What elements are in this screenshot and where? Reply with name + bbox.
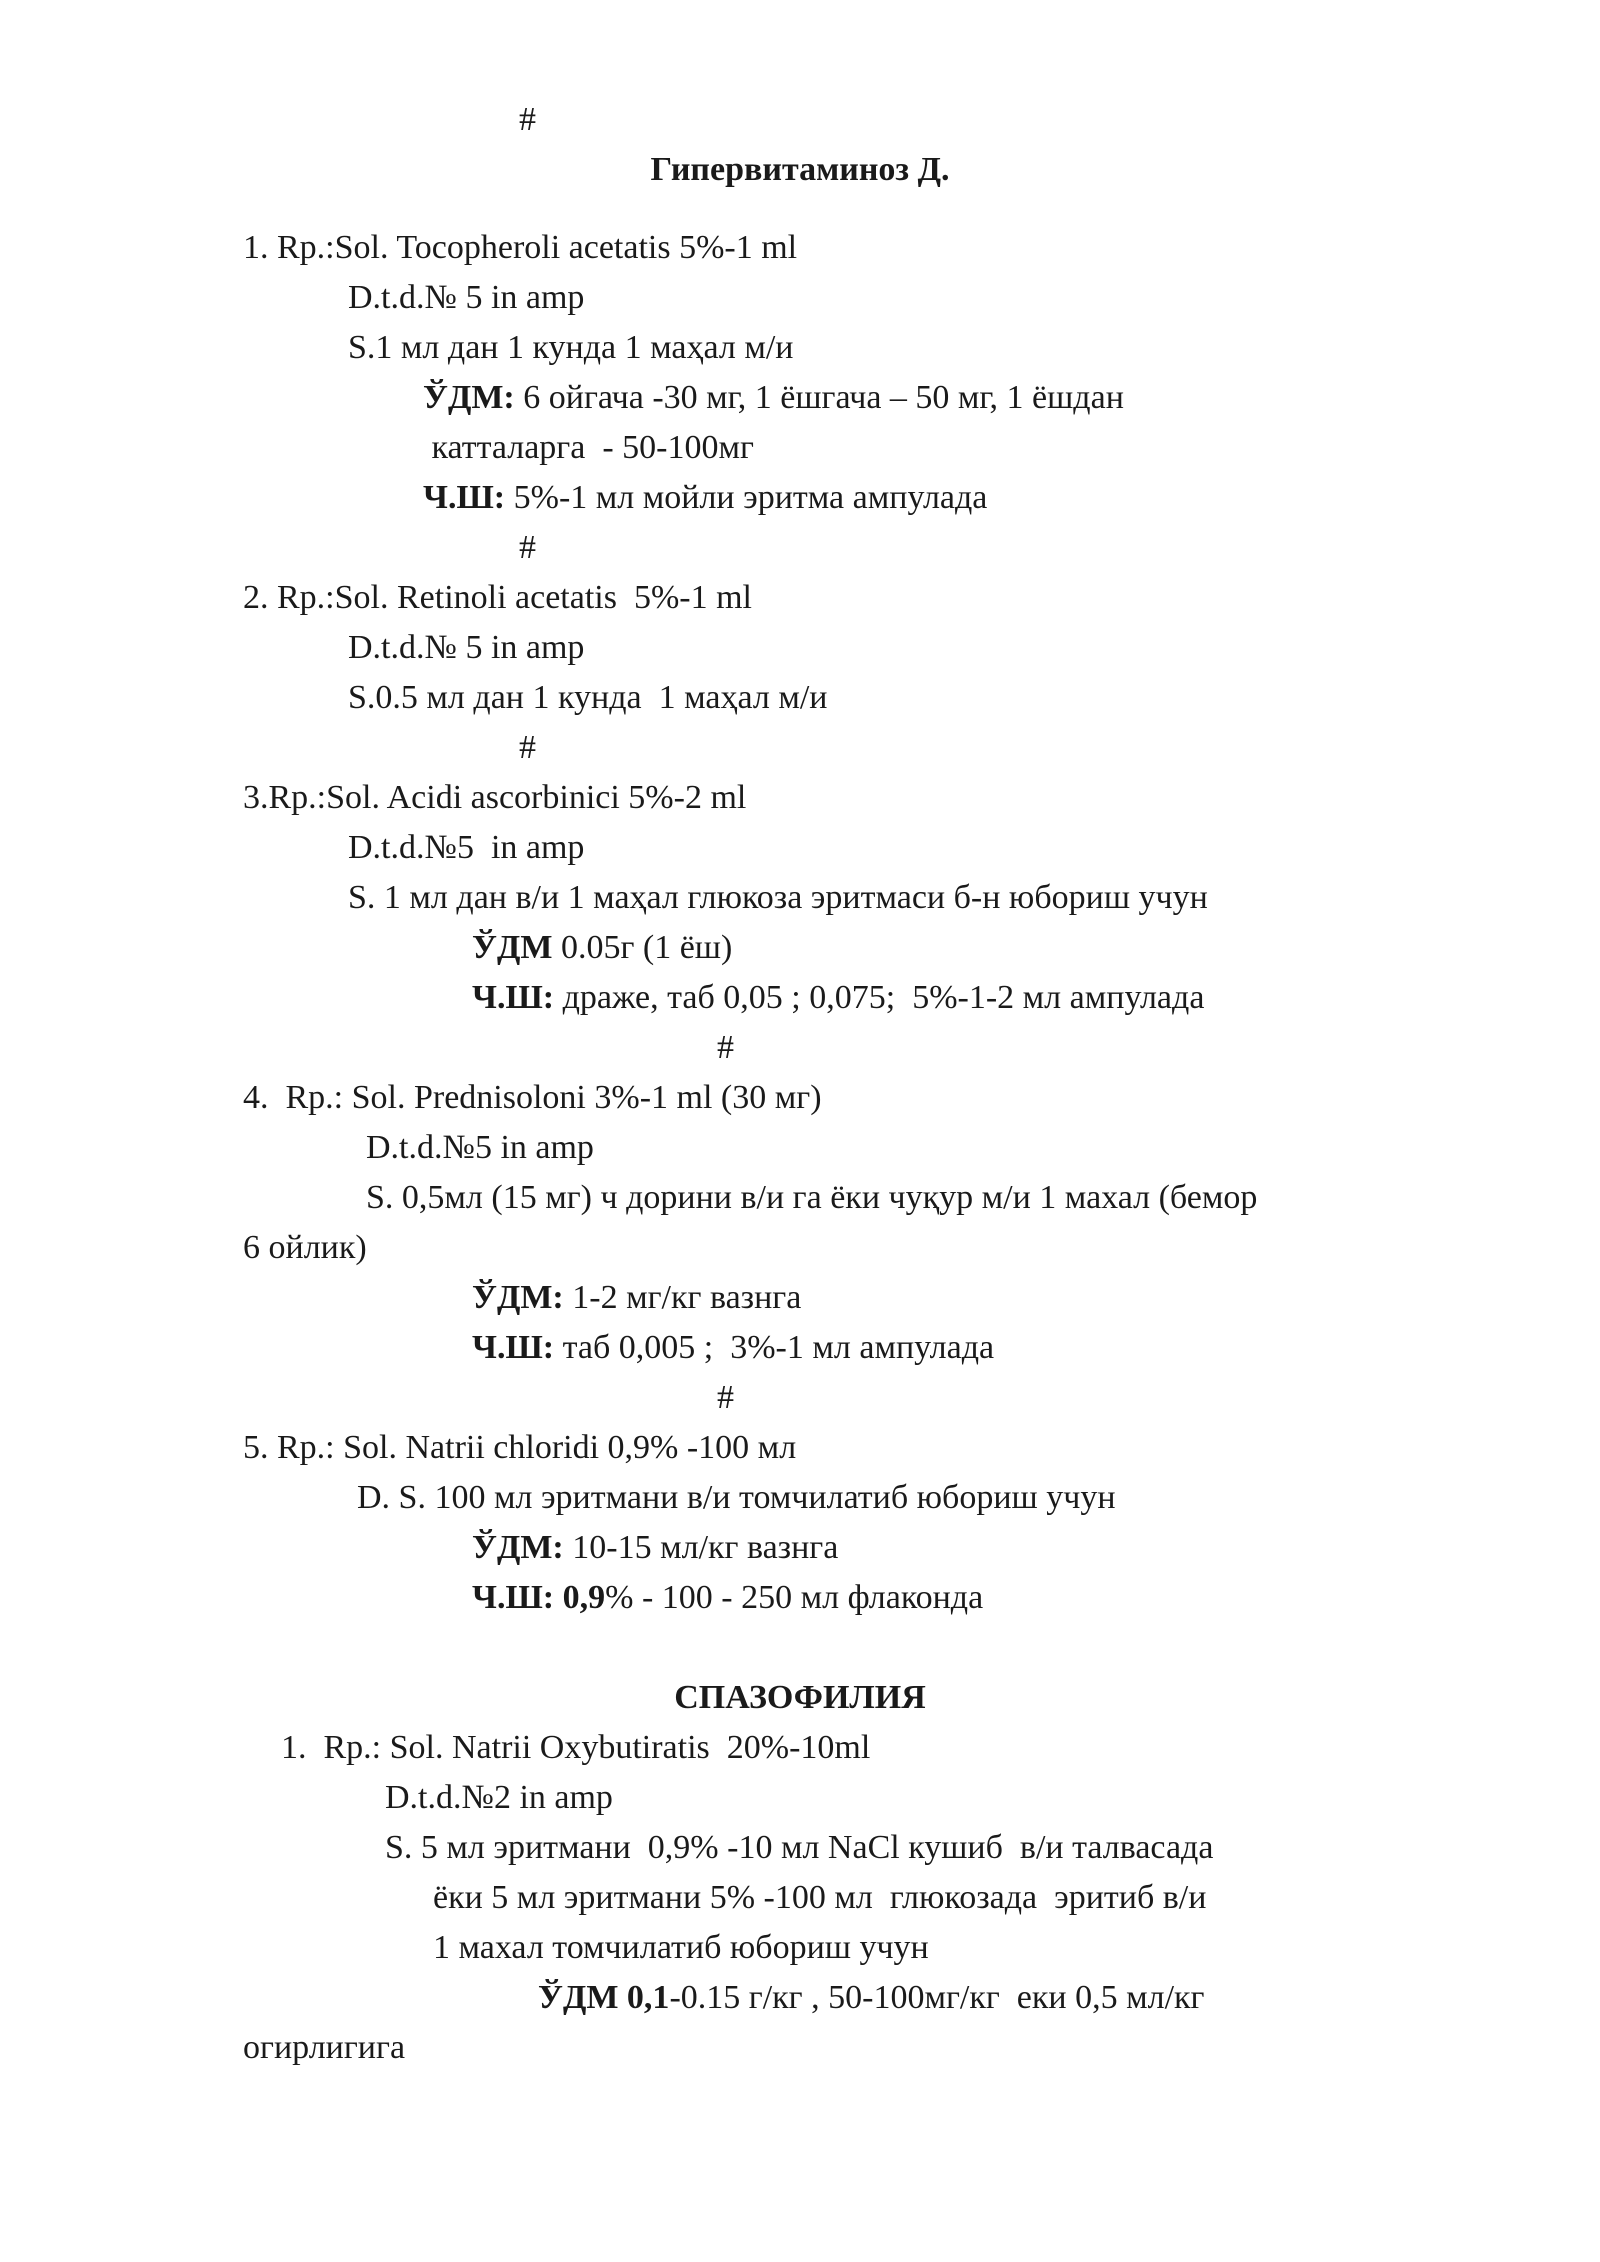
rx1-signature: S.1 мл дан 1 кунда 1 маҳал м/и xyxy=(348,329,794,366)
rx2-signature: S.0.5 мл дан 1 кунда 1 маҳал м/и xyxy=(348,679,828,716)
udm-label: ЎДМ: xyxy=(472,1279,564,1316)
s2-rx1-signature-line3: 1 махал томчилатиб юбориш учун xyxy=(433,1929,929,1966)
rx4-signature: S. 0,5мл (15 мг) ч дорини в/и га ёки чуқур м/и 1 махал (бемор xyxy=(366,1179,1258,1216)
udm-text: 10-15 мл/кг вазнга xyxy=(563,1529,839,1566)
rx4-signature-continuation: 6 ойлик) xyxy=(243,1229,367,1266)
rx2-dtd: D.t.d.№ 5 in amp xyxy=(348,629,585,666)
rx1-line: 1. Rp.:Sol. Tocopheroli acetatis 5%-1 ml xyxy=(243,229,798,266)
udm-label: ЎДМ: xyxy=(472,1529,564,1566)
separator-hash: # xyxy=(717,1379,734,1416)
rx3-dtd: D.t.d.№5 in amp xyxy=(348,829,585,866)
rx5-ds: D. S. 100 мл эритмани в/и томчилатиб юбориш учун xyxy=(357,1479,1116,1516)
chsh-text: драже, таб 0,05 ; 0,075; 5%-1-2 мл ампулада xyxy=(554,979,1205,1016)
rx5-udm-line xyxy=(472,1528,838,1568)
udm-label: ЎДМ: xyxy=(423,379,515,416)
rx3-chsh-line xyxy=(472,978,1204,1018)
chsh-text: 5%-1 мл мойли эритма ампулада xyxy=(505,479,988,516)
separator-hash: # xyxy=(519,529,536,566)
rx4-line: 4. Rp.: Sol. Prednisoloni 3%-1 ml (30 мг) xyxy=(243,1079,822,1116)
s2-rx1-udm-line xyxy=(538,1978,1205,2018)
rx1-udm-line xyxy=(423,378,1124,418)
chsh-label: Ч.Ш: 0,9 xyxy=(472,1579,606,1616)
rx1-chsh-line xyxy=(423,478,987,518)
udm-label: ЎДМ xyxy=(472,929,553,966)
rx3-signature: S. 1 мл дан в/и 1 маҳал глюкоза эритмаси б-н юбориш учун xyxy=(348,879,1208,916)
rx2-line: 2. Rp.:Sol. Retinoli acetatis 5%-1 ml xyxy=(243,579,753,616)
s2-rx1-line: 1. Rp.: Sol. Natrii Oxybutiratis 20%-10ml xyxy=(281,1729,871,1766)
section-title-spasmophilia: СПАЗОФИЛИЯ xyxy=(674,1679,926,1716)
rx4-chsh-line xyxy=(472,1328,994,1368)
chsh-label: Ч.Ш: xyxy=(472,979,555,1016)
udm-text: -0.15 г/кг , 50-100мг/кг еки 0,5 мл/кг xyxy=(669,1979,1205,2016)
separator-hash: # xyxy=(519,101,536,138)
separator-hash: # xyxy=(717,1029,734,1066)
s2-rx1-dtd: D.t.d.№2 in amp xyxy=(385,1779,613,1816)
rx4-udm-line xyxy=(472,1278,801,1318)
s2-rx1-signature: S. 5 мл эритмани 0,9% -10 мл NaCl кушиб в/и талвасада xyxy=(385,1829,1214,1866)
rx3-udm-line xyxy=(472,928,732,968)
rx1-dtd: D.t.d.№ 5 in amp xyxy=(348,279,585,316)
s2-rx1-signature-line2: ёки 5 мл эритмани 5% -100 мл глюкозада эритиб в/и xyxy=(433,1879,1207,1916)
chsh-text: таб 0,005 ; 3%-1 мл ампулада xyxy=(554,1329,995,1366)
rx1-udm-continuation: катталарга - 50-100мг xyxy=(423,429,754,466)
rx5-chsh-line xyxy=(472,1578,983,1618)
rx4-dtd: D.t.d.№5 in amp xyxy=(366,1129,594,1166)
udm-text: 6 ойгача -30 мг, 1 ёшгача – 50 мг, 1 ёшдан xyxy=(514,379,1124,416)
rx3-line: 3.Rp.:Sol. Acidi ascorbinici 5%-2 ml xyxy=(243,779,747,816)
chsh-label: Ч.Ш: xyxy=(472,1329,555,1366)
section-title-hypervitaminosis: Гипервитаминоз Д. xyxy=(650,151,950,188)
chsh-text: % - 100 - 250 мл флакондa xyxy=(605,1579,984,1616)
rx5-line: 5. Rp.: Sol. Natrii chloridi 0,9% -100 мл xyxy=(243,1429,797,1466)
chsh-label: Ч.Ш: xyxy=(423,479,506,516)
udm-text: 1-2 мг/кг вазнга xyxy=(563,1279,802,1316)
s2-rx1-udm-continuation: огирлигига xyxy=(243,2029,406,2066)
udm-label: ЎДМ 0,1 xyxy=(538,1979,670,2016)
udm-text: 0.05г (1 ёш) xyxy=(552,929,733,966)
separator-hash: # xyxy=(519,729,536,766)
